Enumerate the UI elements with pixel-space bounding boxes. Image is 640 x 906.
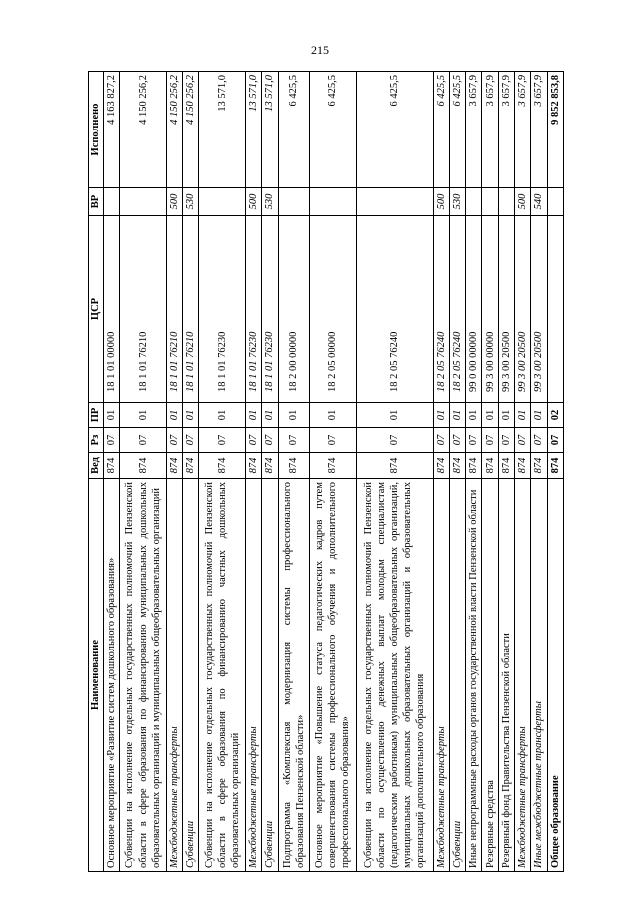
cell-vr [120,188,167,216]
cell-rz: 07 [120,428,167,453]
cell-executed: 3 657,9 [515,72,531,188]
cell-name: Основное мероприятие «Повышение статуса педагогических кадров путем совершенствования системы профессионального обучения и дополнительного профессионального образования» [310,479,357,872]
cell-vr: 500 [433,188,449,216]
cell-rz: 07 [433,428,449,453]
cell-executed: 13 571,0 [199,72,246,188]
cell-name: Субвенции на исполнение отдельных государственных полномочий Пензенской области в сфере образования по финансированию муниципальных дошкольных образовательных организаций и муниципальных общеобразовательных организаций [120,479,167,872]
cell-executed: 4 163 827,2 [104,72,120,188]
cell-name: Межбюджетные трансферты [166,479,182,872]
cell-pr: 01 [531,403,547,428]
cell-pr: 01 [183,403,199,428]
table-row [547,72,563,872]
cell-ved: 874 [547,453,563,479]
cell-pr: 01 [515,403,531,428]
header-csr: ЦСР [89,216,104,403]
cell-rz: 07 [449,428,465,453]
cell-vr: 540 [531,188,547,216]
cell-csr: 18 2 00 00000 [278,216,309,403]
header-ved: Вед [89,453,104,479]
cell-pr: 01 [262,403,278,428]
table-row [449,72,465,872]
cell-name: Субвенции [449,479,465,872]
cell-ved: 874 [310,453,357,479]
cell-name: Основное мероприятие «Развитие систем дошкольного образования» [104,479,120,872]
header-vr: ВР [89,188,104,216]
cell-rz: 07 [531,428,547,453]
cell-executed: 3 657,9 [466,72,482,188]
cell-csr: 18 2 05 76240 [356,216,433,403]
table-row [498,72,514,872]
table-row [183,72,199,872]
cell-vr: 500 [166,188,182,216]
cell-vr [498,188,514,216]
cell-vr: 500 [515,188,531,216]
table-row [515,72,531,872]
rotated-table-container [88,72,564,872]
cell-ved: 874 [199,453,246,479]
cell-ved: 874 [433,453,449,479]
table-row [531,72,547,872]
cell-csr: 18 1 01 76210 [166,216,182,403]
cell-ved: 874 [262,453,278,479]
cell-executed: 3 657,9 [482,72,498,188]
cell-name: Межбюджетные трансферты [433,479,449,872]
cell-vr [356,188,433,216]
cell-csr: 99 3 00 20500 [498,216,514,403]
header-rz: Рз [89,428,104,453]
cell-rz: 07 [183,428,199,453]
cell-rz: 07 [246,428,262,453]
budget-table [88,71,564,872]
header-executed: Исполнено [89,72,104,188]
cell-executed: 6 425,5 [433,72,449,188]
cell-name: Резервный фонд Правительства Пензенской области [498,479,514,872]
cell-executed: 13 571,0 [246,72,262,188]
cell-vr [547,188,563,216]
cell-vr: 500 [246,188,262,216]
cell-rz: 07 [356,428,433,453]
cell-executed: 6 425,5 [278,72,309,188]
cell-vr [466,188,482,216]
table-row [104,72,120,872]
table-row [262,72,278,872]
cell-executed: 3 657,9 [498,72,514,188]
cell-rz: 07 [515,428,531,453]
cell-csr: 18 1 01 76230 [262,216,278,403]
cell-pr: 01 [498,403,514,428]
cell-executed: 6 425,5 [310,72,357,188]
table-row [482,72,498,872]
cell-executed: 9 852 853,8 [547,72,563,188]
cell-ved: 874 [166,453,182,479]
cell-csr: 18 1 01 76210 [183,216,199,403]
cell-csr: 99 3 00 00000 [482,216,498,403]
cell-rz: 07 [310,428,357,453]
cell-rz: 07 [498,428,514,453]
table-row [433,72,449,872]
table-row [246,72,262,872]
cell-executed: 6 425,5 [356,72,433,188]
cell-csr: 18 1 01 76230 [246,216,262,403]
table-row [199,72,246,872]
cell-ved: 874 [104,453,120,479]
cell-name: Субвенции на исполнение отдельных государственных полномочий Пензенской области по осуществлению денежных выплат молодым специалистам (педагогическим работникам) муниципальных общеобразовательных организаций, муниципальных дошкольных образовательных организаций и образовательных организаций дополнительного образования [356,479,433,872]
cell-name: Межбюджетные трансферты [515,479,531,872]
cell-rz: 07 [262,428,278,453]
cell-csr: 18 1 01 00000 [104,216,120,403]
table-row [278,72,309,872]
cell-pr: 01 [449,403,465,428]
cell-pr: 01 [104,403,120,428]
cell-ved: 874 [246,453,262,479]
cell-csr [547,216,563,403]
cell-vr [482,188,498,216]
cell-ved: 874 [515,453,531,479]
cell-csr: 18 2 05 00000 [310,216,357,403]
cell-name: Общее образование [547,479,563,872]
cell-csr: 99 0 00 00000 [466,216,482,403]
cell-name: Резервные средства [482,479,498,872]
cell-ved: 874 [356,453,433,479]
cell-csr: 18 1 01 76210 [120,216,167,403]
cell-csr: 99 3 00 20500 [515,216,531,403]
cell-ved: 874 [278,453,309,479]
cell-vr: 530 [262,188,278,216]
cell-ved: 874 [482,453,498,479]
cell-pr: 01 [482,403,498,428]
cell-ved: 874 [183,453,199,479]
cell-name: Субвенции [183,479,199,872]
cell-rz: 07 [199,428,246,453]
cell-rz: 07 [547,428,563,453]
cell-ved: 874 [531,453,547,479]
cell-ved: 874 [449,453,465,479]
cell-pr: 01 [433,403,449,428]
cell-executed: 4 150 256,2 [120,72,167,188]
cell-name: Иные непрограммные расходы органов государственной власти Пензенской области [466,479,482,872]
header-name: Наименование [89,479,104,872]
cell-rz: 07 [466,428,482,453]
table-row [356,72,433,872]
cell-pr: 01 [466,403,482,428]
cell-rz: 07 [166,428,182,453]
cell-csr: 99 3 00 20500 [531,216,547,403]
cell-pr: 01 [310,403,357,428]
table-row [166,72,182,872]
cell-vr [310,188,357,216]
cell-name: Подпрограмма «Комплексная модернизация системы профессионального образования Пензенской области» [278,479,309,872]
cell-name: Субвенции [262,479,278,872]
cell-vr: 530 [449,188,465,216]
header-pr: ПР [89,403,104,428]
table-row [310,72,357,872]
cell-vr [199,188,246,216]
table-row [120,72,167,872]
cell-ved: 874 [466,453,482,479]
cell-csr: 18 1 01 76230 [199,216,246,403]
cell-name: Межбюджетные трансферты [246,479,262,872]
cell-name: Иные межбюджетные трансферты [531,479,547,872]
cell-executed: 4 150 256,2 [183,72,199,188]
cell-ved: 874 [498,453,514,479]
cell-pr: 01 [166,403,182,428]
cell-pr: 01 [356,403,433,428]
cell-pr: 01 [246,403,262,428]
table-header [89,72,104,872]
table-body [104,72,564,872]
cell-vr [278,188,309,216]
cell-rz: 07 [104,428,120,453]
cell-executed: 4 150 256,2 [166,72,182,188]
table-row [466,72,482,872]
cell-pr: 02 [547,403,563,428]
cell-rz: 07 [278,428,309,453]
cell-rz: 07 [482,428,498,453]
cell-vr: 530 [183,188,199,216]
cell-executed: 3 657,9 [531,72,547,188]
cell-pr: 01 [120,403,167,428]
cell-executed: 6 425,5 [449,72,465,188]
cell-executed: 13 571,0 [262,72,278,188]
cell-pr: 01 [199,403,246,428]
cell-csr: 18 2 05 76240 [449,216,465,403]
cell-name: Субвенции на исполнение отдельных государственных полномочий Пензенской области в сфере образования по финансированию частных дошкольных образовательных организаций [199,479,246,872]
page-number: 215 [311,43,329,57]
cell-ved: 874 [120,453,167,479]
cell-pr: 01 [278,403,309,428]
cell-csr: 18 2 05 76240 [433,216,449,403]
cell-vr [104,188,120,216]
